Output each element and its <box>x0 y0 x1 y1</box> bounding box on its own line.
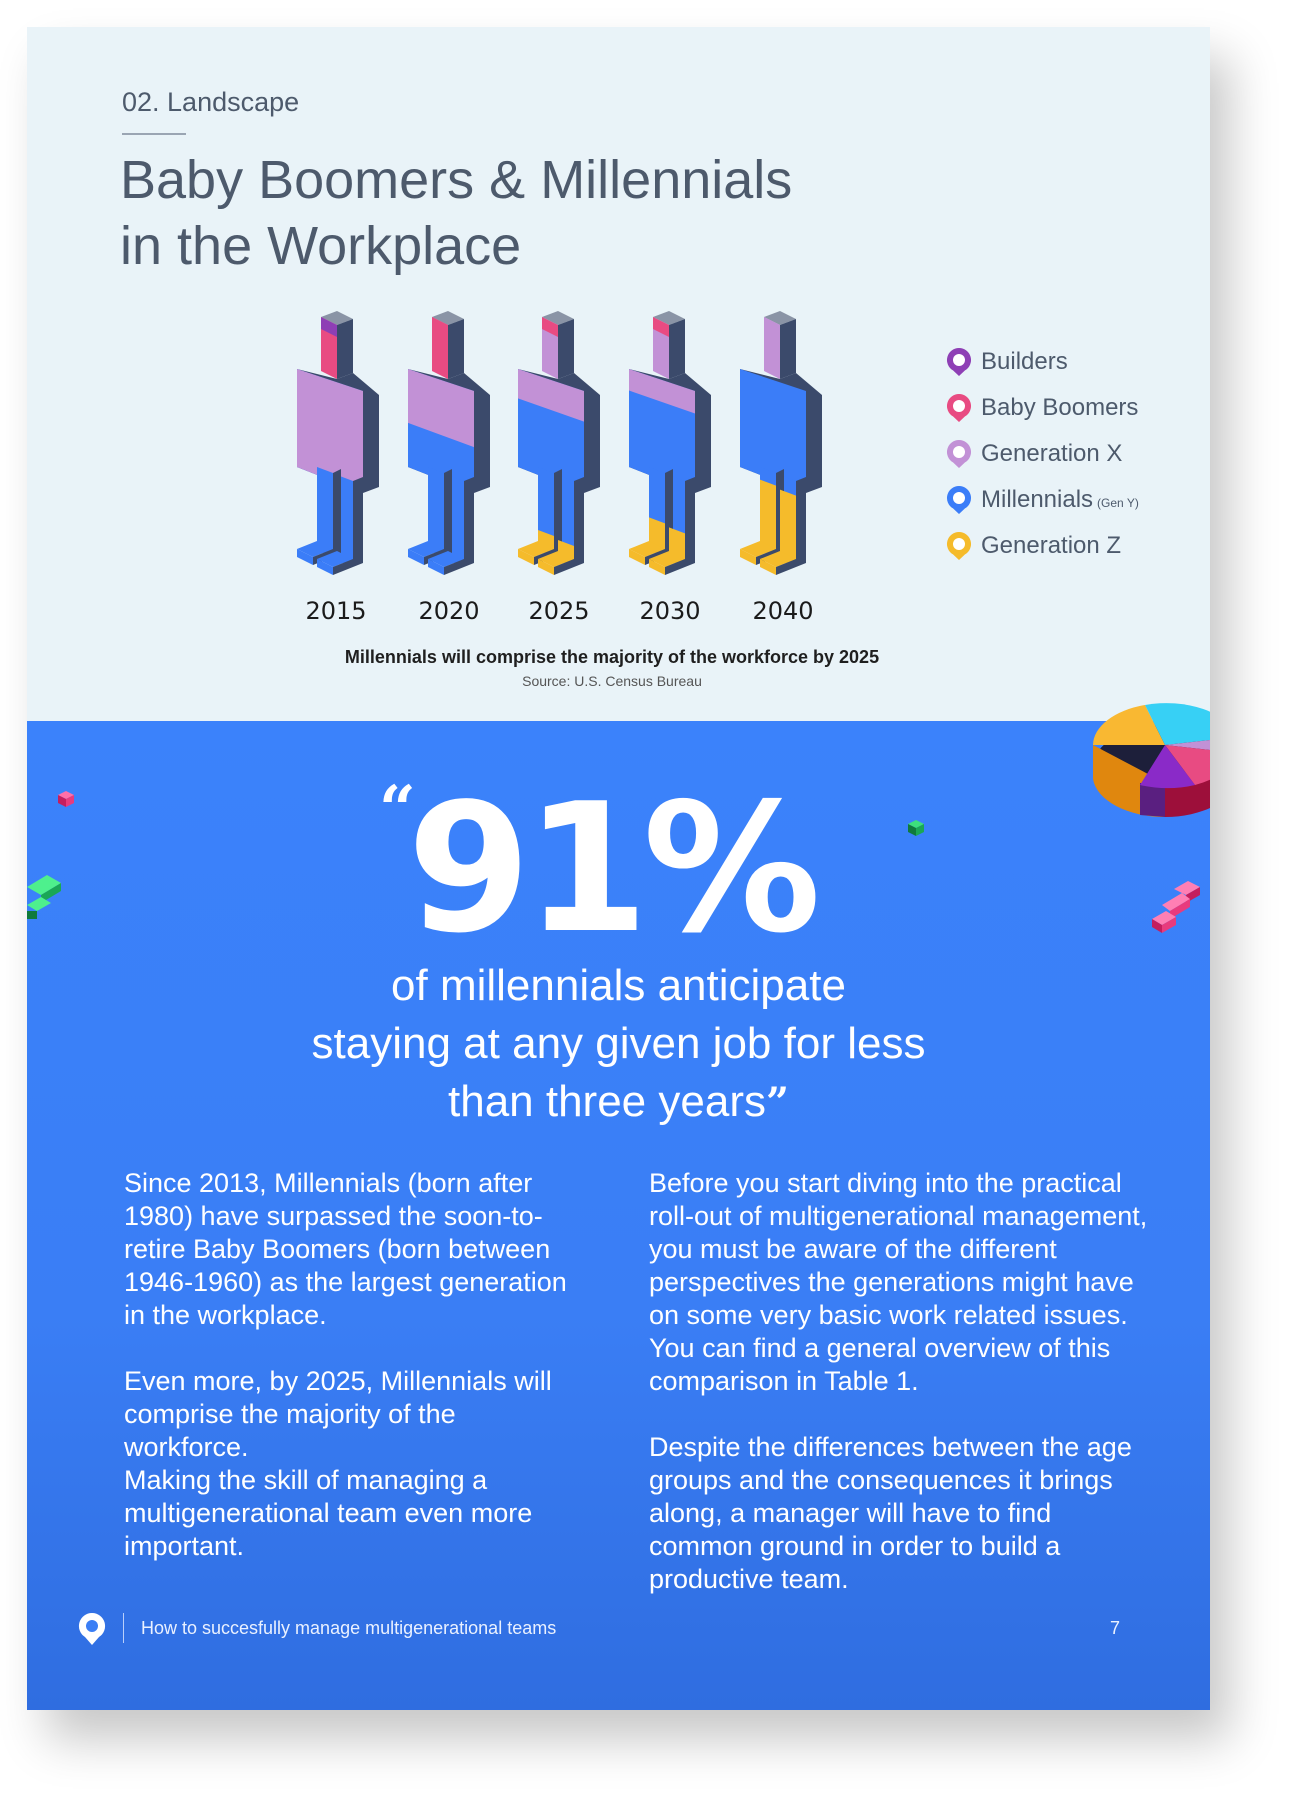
blocks-decoration-icon <box>1152 879 1202 943</box>
legend-label: Generation X <box>981 440 1123 467</box>
year-label-2040: 2040 <box>752 597 814 625</box>
year-label-2030: 2030 <box>639 597 701 625</box>
paragraph-spacer <box>124 1332 584 1365</box>
legend-item-generation-x <box>945 431 1139 477</box>
page-footer <box>27 1607 1210 1647</box>
brand-logo-icon <box>77 1612 107 1646</box>
body-paragraph: Even more, by 2025, Millennials will comprise the majority of the workforce. <box>124 1366 552 1462</box>
paragraph-spacer <box>649 1398 1149 1431</box>
page-title <box>120 147 792 279</box>
leg-right-side <box>574 477 584 567</box>
section-divider <box>122 133 186 135</box>
year-labels <box>297 597 897 631</box>
body-column-right <box>649 1167 1149 1596</box>
head-side <box>337 319 353 379</box>
caption-text: Millennials will comprise the majority of the workforce by 2025 <box>344 647 880 667</box>
pie-chart-decoration-icon <box>1085 687 1210 837</box>
legend-sublabel: (Gen Y) <box>1097 496 1139 510</box>
leg-right-side <box>353 477 363 567</box>
legend-item-baby-boomers <box>945 385 1139 431</box>
page <box>27 27 1210 1710</box>
year-label-2025: 2025 <box>528 597 590 625</box>
leg-right-side <box>464 477 474 567</box>
cube-decoration-icon <box>57 790 75 808</box>
top-section <box>27 27 1210 721</box>
person-figure-2025 <box>518 311 600 575</box>
leg-left-side <box>333 469 341 557</box>
quote-line-1: of millennials anticipate <box>391 961 846 1010</box>
legend-label: Builders <box>981 348 1068 375</box>
legend-label: Millennials <box>981 486 1094 513</box>
person-figure-2030 <box>629 311 711 575</box>
map-pin-icon <box>945 346 973 378</box>
year-label-2020: 2020 <box>418 597 480 625</box>
body-paragraph: Before you start diving into the practical roll-out of multigenerational management, you must be aware of the different perspectives the generations might have on some very basic work related issues. <box>649 1168 1148 1330</box>
quote-line-3 <box>27 1073 1210 1132</box>
person-figure-2015 <box>297 311 379 575</box>
year-label-2015: 2015 <box>305 597 367 625</box>
body-paragraph: Despite the differences between the age groups and the consequences it brings along, a manager will have to find common ground in order to build a productive team. <box>649 1432 1132 1594</box>
leg-right-side <box>796 477 806 567</box>
body-paragraph: You can find a general overview of this comparison in Table 1. <box>649 1333 1111 1396</box>
chart-legend <box>945 339 1139 569</box>
title-line-2: in the Workplace <box>120 216 522 276</box>
map-pin-icon <box>945 484 973 516</box>
legend-item-builders <box>945 339 1139 385</box>
head-side <box>448 319 464 379</box>
head-side <box>669 319 685 379</box>
quote-line-3-text: than three years <box>448 1077 766 1126</box>
leg-left-side <box>444 469 452 557</box>
head-side <box>558 319 574 379</box>
legend-label: Generation Z <box>981 532 1122 559</box>
close-quote-mark: ” <box>765 1079 789 1126</box>
generation-figures-chart <box>297 307 897 627</box>
leg-right-side <box>685 477 695 567</box>
section-label: 02. Landscape <box>122 87 300 117</box>
footer-text: How to succesfully manage multigenerational teams <box>141 1618 557 1638</box>
stat-value: 91% <box>407 765 816 972</box>
person-figure-2040 <box>740 311 822 575</box>
person-figure-2020 <box>408 311 490 575</box>
quote-line-2: staying at any given job for less <box>311 1019 926 1068</box>
legend-label: Baby Boomers <box>981 394 1139 421</box>
footer-divider <box>123 1613 124 1643</box>
title-line-1: Baby Boomers & Millennials <box>120 150 793 210</box>
body-column-left <box>124 1167 584 1563</box>
body-paragraph: Since 2013, Millennials (born after 1980) have surpassed the soon-to-retire Baby Boomers (born between 1946-1960) as the largest generation in the workplace. <box>124 1168 567 1330</box>
map-pin-icon <box>945 438 973 470</box>
map-pin-icon <box>945 392 973 424</box>
map-pin-icon <box>945 530 973 562</box>
open-quote-mark: “ <box>379 772 416 847</box>
page-number: 7 <box>1110 1618 1121 1638</box>
quote-text <box>27 957 1210 1132</box>
legend-item-millennials <box>945 477 1139 523</box>
legend-item-generation-z <box>945 523 1139 569</box>
blocks-decoration-icon <box>27 867 63 923</box>
body-paragraph: Making the skill of managing a multigenerational team even more important. <box>124 1465 533 1561</box>
source-text: Source: U.S. Census Bureau <box>522 673 702 689</box>
head-side <box>780 319 796 379</box>
cube-decoration-icon <box>907 819 925 837</box>
